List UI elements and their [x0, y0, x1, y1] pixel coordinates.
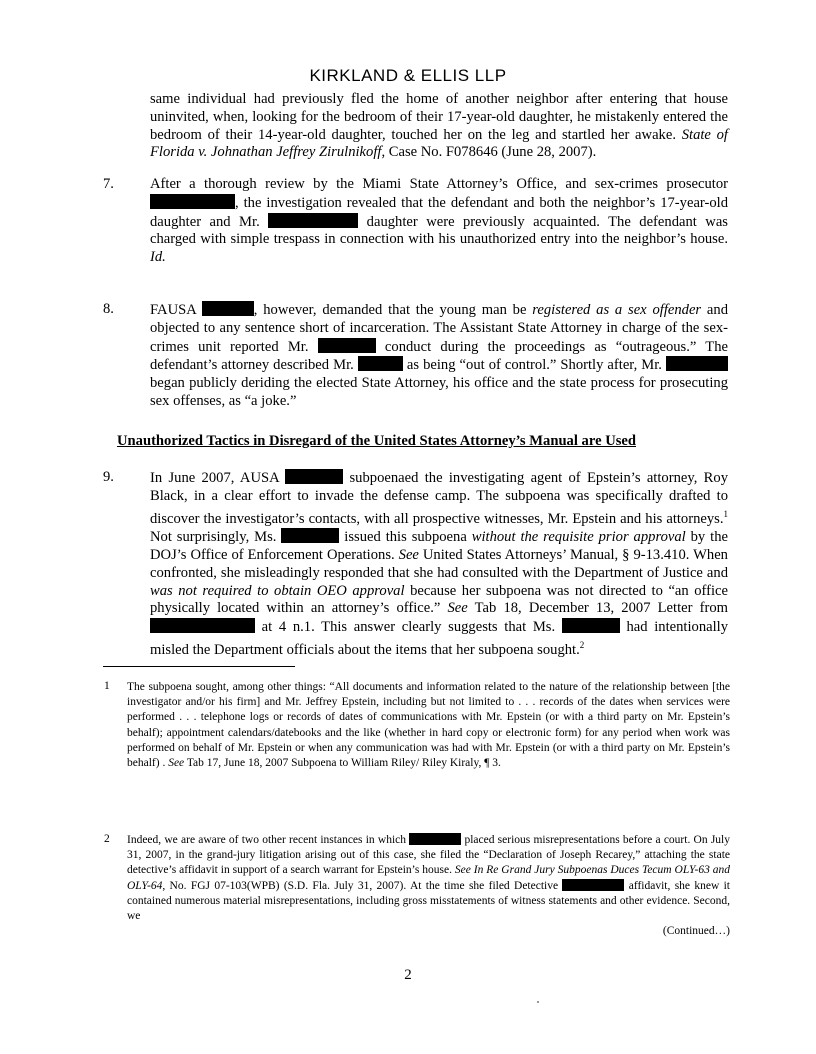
paragraph-number-8: 8. [103, 301, 114, 317]
redaction [150, 618, 255, 633]
paragraph-number-9: 9. [103, 469, 114, 485]
paragraph-intro: same individual had previously fled the home of another neighbor after entering that house uninvited, when, looking for the bedroom of their 17-year-old daughter, he mistakenly entered the bedroom of their 14-year-old daughter, touched her on the leg and startled her awake. State of Florida v. Johnathan Jeffrey Zirulnikoff, Case No. F078646 (June 28, 2007). [150, 91, 728, 161]
redaction [562, 618, 620, 633]
footnote-divider [103, 666, 295, 667]
redaction [409, 833, 461, 845]
continued-note: (Continued…) [662, 925, 730, 938]
redaction [150, 194, 235, 209]
firm-header: KIRKLAND & ELLIS LLP [309, 66, 507, 85]
redaction [268, 213, 358, 228]
footnote-number-2: 2 [104, 833, 110, 845]
paragraph-9: In June 2007, AUSA subpoenaed the investigating agent of Epstein’s attorney, Roy Black, in a clear effort to invade the defense camp. The subpoena was specifically drafted to discover the investigator’s contacts, with all prospective witnesses, Mr. Epstein and his attorneys.$^1$ Not surprisingly, Ms. issued this subpoena without the requisite prior approval by the DOJ’s Office of Enforcement Operations. See United States Attorneys’ Manual, § 9-13.410. When confronted, she misleadingly responded that she had consulted with the Department of Justice and was not required to obtain OEO approval because her subpoena was not directed to “an office physically located within an attorney’s office.” See Tab 18, December 13, 2007 Letter from at 4 n.1. This answer clearly suggests that Ms. had intentionally misled the Department officials about the items that her subpoena sought.$^2$ [150, 470, 728, 658]
section-heading: Unauthorized Tactics in Disregard of the United States Attorney’s Manual are Used [117, 433, 637, 449]
redaction [202, 301, 254, 316]
footnote-number-1: 1 [104, 680, 110, 692]
redaction [285, 469, 343, 484]
paragraph-number-7: 7. [103, 176, 114, 192]
redaction [358, 356, 403, 371]
case-citation: State of Florida v. Johnathan Jeffrey Zirulnikoff [150, 126, 728, 161]
redaction [318, 338, 376, 353]
redaction [562, 879, 624, 891]
redaction [281, 528, 339, 543]
footnote-1: The subpoena sought, among other things: “All documents and information related to the nature of the relationship between [the investigator and/or his firm] and Mr. Jeffrey Epstein, including but not limited to . . . records of the dates when services were performed . . . telephone logs or records of dates of communications with Mr. Epstein (or with a third party on Mr. Epstein’s behalf); appointment calendars/datebooks and the like (whether in hard copy or electronic form) for any period when work was performed on behalf of Mr. Epstein or when any communication was had with Mr. Epstein (or with a third party on Mr. Epstein’s behalf) . See Tab 17, June 18, 2007 Subpoena to William Riley/ Riley Kiraly, ¶ 3. [127, 681, 730, 770]
paragraph-8: FAUSA , however, demanded that the young man be registered as a sex offender and objected to any sentence short of incarceration. The Assistant State Attorney in charge of the sex-crimes unit reported Mr. conduct during the proceedings as “outrageous.” The defendant’s attorney described Mr. as being “out of control.” Shortly after, Mr. began publicly deriding the elected State Attorney, his office and the state process for prosecuting sex offenses, as “a joke.” [150, 302, 728, 409]
scan-speck [537, 1001, 539, 1003]
paragraph-7: After a thorough review by the Miami State Attorney’s Office, and sex-crimes prosecutor , the investigation revealed that the defendant and both the neighbor’s 17-year-old daughter and Mr. daughter were previously acquainted. The defendant was charged with simple trespass in connection with his unauthorized entry into the neighbor’s house. Id. [150, 176, 728, 266]
redaction [666, 356, 728, 371]
footnote-ref-1[interactable]: 1 [723, 508, 728, 519]
page-number: 2 [404, 967, 412, 983]
footnote-2: Indeed, we are aware of two other recent instances in which placed serious misrepresentations before a court. On July 31, 2007, in the grand-jury litigation arising out of this case, she filed the “Declaration of Joseph Recarey,” attaching the state detective’s affidavit in support of a search warrant for Epstein’s house. See In Re Grand Jury Subpoenas Duces Tecum OLY-63 and OLY-64, No. FGJ 07-103(WPB) (S.D. Fla. July 31, 2007). At the time she filed Detective affidavit, she knew it contained numerous material misrepresentations, including gross misstatements of witness statements and other evidence. Second, we (Continued…) [127, 833, 730, 939]
footnote-ref-2[interactable]: 2 [579, 640, 585, 651]
